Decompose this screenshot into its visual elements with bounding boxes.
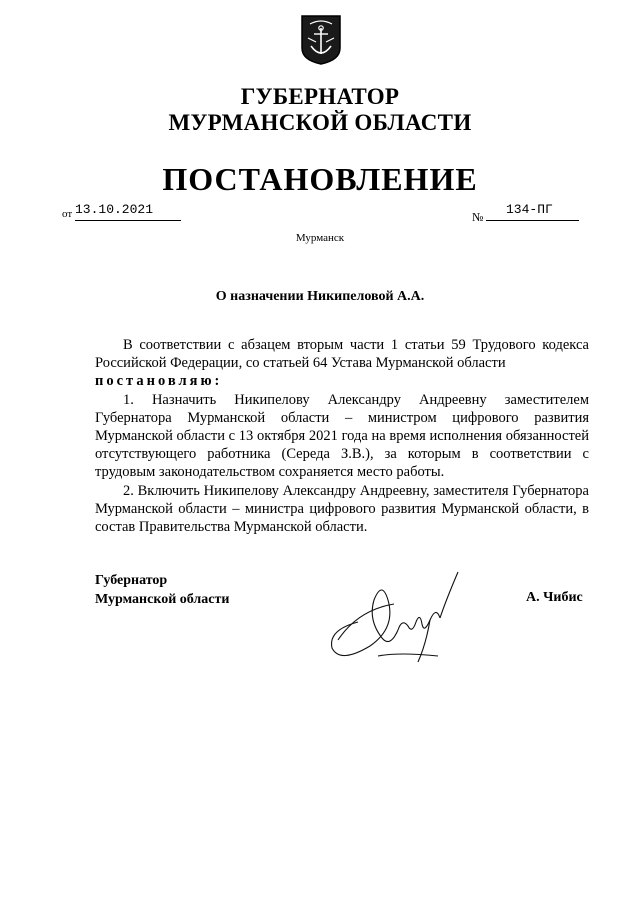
document-number-text: 134-ПГ bbox=[506, 202, 553, 217]
coat-of-arms-icon bbox=[300, 14, 342, 66]
handwritten-signature bbox=[318, 560, 468, 670]
document-number bbox=[486, 202, 579, 221]
document-title: О назначении Никипеловой А.А. bbox=[215, 289, 425, 304]
document-body bbox=[95, 336, 589, 536]
signatory-name: А. Чибис bbox=[526, 590, 583, 605]
signatory-position-line-1: Губернатор bbox=[95, 573, 168, 588]
issuer-line-2: МУРМАНСКОЙ ОБЛАСТИ bbox=[168, 110, 472, 135]
item-1-paragraph: 1. Назначить Никипелову Александру Андреевну заместителем Губернатора Мурманской области – министром цифрового развития Мурманской области с 13 октября 2021 года на время исполнения обязанностей отсутствующего работника (Середа З.В.), за которым в соответствии с трудовым законодательством сохраняется место работы. bbox=[95, 391, 589, 481]
issuer-line-1: ГУБЕРНАТОР bbox=[240, 84, 400, 109]
signatory-position-line-2: Мурманской области bbox=[95, 592, 230, 607]
city: Мурманск bbox=[295, 232, 345, 244]
number-prefix: № bbox=[472, 210, 484, 224]
document-type: ПОСТАНОВЛЕНИЕ bbox=[162, 161, 478, 197]
decree-word: постановляю: bbox=[95, 373, 223, 390]
document-date: 13.10.2021 bbox=[75, 202, 181, 221]
date-prefix: от bbox=[62, 208, 73, 220]
item-2-paragraph: 2. Включить Никипелову Александру Андреевну, заместителя Губернатора Мурманской области – министра цифрового развития Мурманской области, в состав Правительства Мурманской области. bbox=[95, 482, 589, 536]
intro-paragraph: В соответствии с абзацем вторым части 1 статьи 59 Трудового кодекса Российской Федерации, со статьей 64 Устава Мурманской области bbox=[95, 337, 589, 372]
signatory-position bbox=[95, 571, 229, 609]
